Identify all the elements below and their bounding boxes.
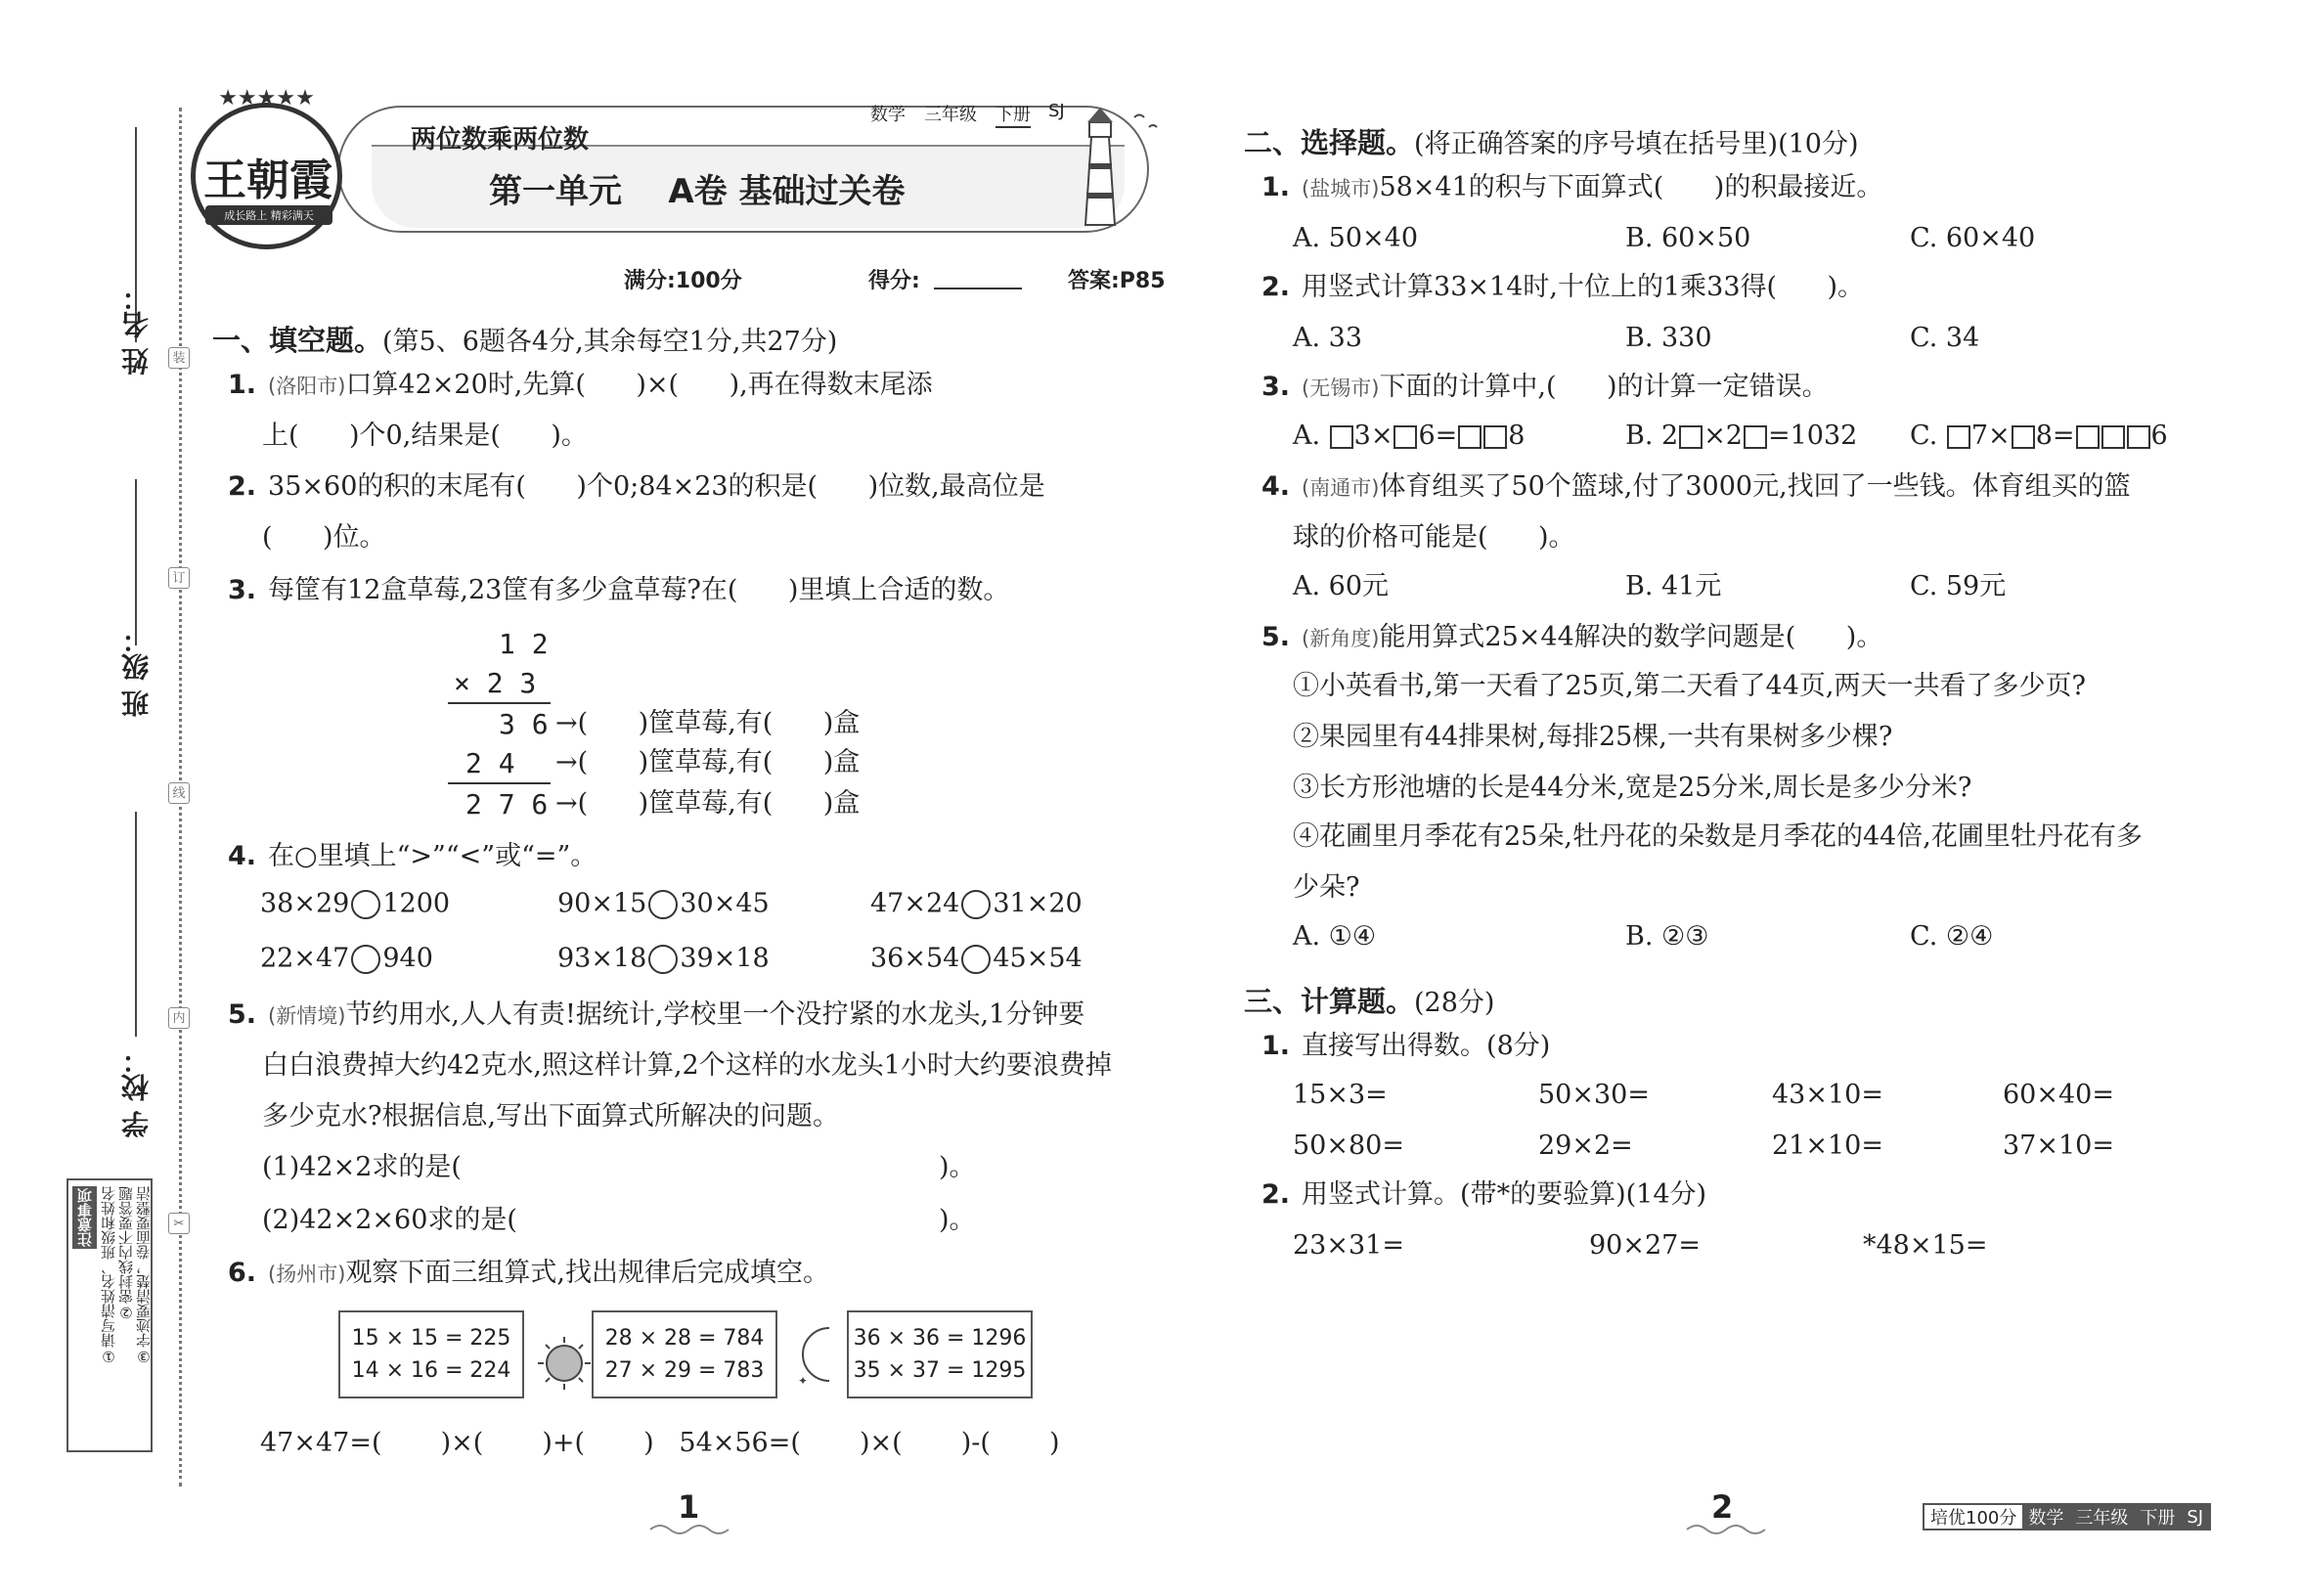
option-a[interactable] (1293, 422, 1525, 449)
logo-text: 王朝霞 (203, 155, 332, 205)
choice-question-2 (1261, 274, 1864, 300)
question-4 (228, 843, 597, 869)
score-label: 得分: (868, 269, 920, 293)
digit-box (2101, 425, 2125, 449)
question-source: (无锡市) (1302, 377, 1380, 400)
compare-left: 90×15 (557, 888, 647, 919)
formula-box (338, 1310, 524, 1398)
question-text: 用竖式计算33×14时,十位上的1乘33得( )。 (1302, 272, 1865, 302)
question-text: 下面的计算中,( )的计算一定错误。 (1379, 372, 1829, 402)
question-text: 上( )个0,结果是( )。 (262, 421, 588, 451)
option-text: =1032 (1768, 421, 1858, 451)
question-option: ①小英看书,第一天看了25页,第二天看了44页,两天一共看了多少页? (1293, 671, 2086, 701)
option-b[interactable]: B. ②③ (1625, 921, 1709, 952)
compare-left: 36×54 (870, 943, 960, 974)
section2-heading (1244, 121, 1859, 161)
option-c[interactable]: C. 34 (1910, 323, 1980, 353)
fill-blank-line: →( )筐草莓,有( )盒 (555, 788, 861, 819)
logo-slogan: 成长路上 精彩满天 (205, 205, 332, 225)
notice-item: ③字迹要清楚，卷面要整洁 (135, 1186, 153, 1365)
wave-ornament-icon (645, 1520, 733, 1539)
section-title: 一、填空题。 (212, 324, 383, 357)
option-text: 8 (1508, 421, 1526, 451)
compare-right: 39×18 (680, 943, 770, 974)
question-option: ③长方形池塘的长是44分米,宽是25分米,周长是多少分米? (1293, 773, 1972, 803)
section3-heading (1244, 980, 1494, 1020)
compare-item (260, 945, 433, 974)
option-text: 3× (1353, 421, 1393, 451)
question-number: 6. (228, 1258, 257, 1288)
calc-item: 50×80= (1293, 1130, 1404, 1161)
formula-box (592, 1310, 777, 1398)
choice-question-4 (1261, 473, 2131, 500)
option-text: 6 (2150, 421, 2168, 451)
question-number: 4. (1261, 471, 1291, 502)
question-text: 口算42×20时,先算( )×( ),再在得数末尾添 (345, 370, 933, 400)
choice-question-3 (1261, 374, 1829, 400)
question-option: 少朵? (1293, 872, 1360, 903)
compare-circle[interactable] (648, 890, 678, 919)
digit-box (1483, 425, 1507, 449)
question-text: 能用算式25×44解决的数学问题是( )。 (1379, 622, 1883, 652)
question-text: 白白浪费掉大约42克水,照这样计算,2个这样的水龙头1小时大约要浪费掉 (262, 1050, 1112, 1081)
question-option: ②果园里有44排果树,每排25棵,一共有果树多少棵? (1293, 722, 1893, 752)
question-source: (扬州市) (268, 1263, 346, 1286)
section-title: 三、计算题。 (1244, 985, 1415, 1018)
calc-item: 21×10= (1772, 1130, 1883, 1161)
section-note: (28分) (1414, 988, 1495, 1018)
option-text: 8= (2035, 421, 2075, 451)
grade-label: 三年级 (924, 105, 977, 125)
choice-question-5 (1261, 624, 1882, 650)
question-source: (新角度) (1302, 627, 1380, 650)
notice-item: ②密封线内不要答题 (117, 1186, 135, 1321)
svg-text:✦: ✦ (798, 1374, 809, 1388)
page-number-right: 2 (1711, 1488, 1734, 1526)
option-c[interactable]: C. ②④ (1910, 921, 1994, 952)
question-number: 1. (1261, 1031, 1291, 1061)
question-text: 多少克水?根据信息,写出下面算式所解决的问题。 (262, 1101, 840, 1131)
class-label: 班 级： (120, 626, 153, 718)
question-number: 5. (228, 999, 257, 1030)
vertical-row: 1 2 (499, 628, 549, 660)
vertical-rule (448, 782, 551, 784)
calc-item: 43×10= (1772, 1080, 1883, 1110)
compare-left: 38×29 (260, 888, 350, 919)
question-source: (盐城市) (1302, 177, 1380, 200)
question-number: 4. (228, 841, 257, 871)
sun-icon (536, 1335, 593, 1392)
question-source: (洛阳市) (268, 375, 346, 398)
question-number: 1. (228, 370, 257, 400)
topic-label: 两位数乘两位数 (411, 125, 590, 155)
compare-circle[interactable] (648, 945, 678, 974)
pattern-fill: 47×47=( )×( )+( ) 54×56=( )×( )-( ) (260, 1428, 1060, 1458)
cut-mark: 订 (168, 567, 190, 589)
question-source: (南通市) (1302, 476, 1380, 500)
lighthouse-icon (1066, 98, 1173, 235)
question-1 (228, 372, 933, 398)
digit-box (1744, 425, 1767, 449)
notice-item: ①请写清姓名、班级和姓名 (100, 1186, 117, 1365)
sub-question-end: )。 (939, 1152, 976, 1182)
compare-left: 22×47 (260, 943, 350, 974)
formula-line: 27 × 29 = 783 (604, 1358, 765, 1383)
badge-series: 培优100分 (1930, 1508, 2017, 1529)
question-text: 节约用水,人人有责!据统计,学校里一个没拧紧的水龙头,1分钟要 (345, 999, 1085, 1030)
badge-edition: SJ (2181, 1505, 2209, 1529)
calc-item: 90×27= (1589, 1230, 1701, 1261)
option-c[interactable]: C. 60×40 (1910, 223, 2036, 253)
option-c[interactable]: C. 59元 (1910, 571, 2007, 601)
vertical-row: 3 6 (499, 708, 549, 740)
question-text: 在○里填上“>”“<”或“=”。 (268, 841, 597, 871)
question-number: 2. (228, 471, 257, 502)
option-c[interactable] (1910, 422, 2168, 449)
badge-subject: 数学 (2022, 1505, 2069, 1529)
option-a[interactable]: A. 50×40 (1293, 223, 1418, 253)
fill-blank-line: →( )筐草莓,有( )盒 (555, 708, 861, 738)
class-underline (135, 479, 137, 645)
question-source: (新情境) (268, 1004, 346, 1028)
question-text: 用竖式计算。(带*的要验算)(14分) (1302, 1179, 1707, 1210)
option-text: ×2 (1703, 421, 1743, 451)
wave-ornament-icon (1682, 1520, 1770, 1539)
compare-circle[interactable] (351, 945, 380, 974)
calc-item: 37×10= (2003, 1130, 2114, 1161)
question-5 (228, 1001, 1084, 1028)
calc-item: 23×31= (1293, 1230, 1404, 1261)
option-text: 6= (1418, 421, 1458, 451)
term-label: 下册 (995, 101, 1031, 128)
compare-item (557, 945, 770, 974)
compare-circle[interactable] (351, 890, 380, 919)
question-number: 2. (1261, 1179, 1291, 1210)
option-text: C. (1910, 421, 1946, 451)
calc-item: 15×3= (1293, 1080, 1388, 1110)
compare-item (870, 945, 1083, 974)
question-option: ④花圃里月季花有25朵,牡丹花的朵数是月季花的44倍,花圃里牡丹花有多 (1293, 821, 2143, 852)
brand-logo (191, 86, 342, 249)
footer-badge (1923, 1503, 2211, 1530)
digit-box (2076, 425, 2100, 449)
digit-box (2127, 425, 2150, 449)
option-b[interactable] (1625, 422, 1857, 449)
digit-box (1458, 425, 1482, 449)
calc-item: *48×15= (1863, 1230, 1988, 1261)
compare-circle[interactable] (961, 890, 991, 919)
question-6 (228, 1260, 829, 1286)
formula-line: 15 × 15 = 225 (351, 1326, 511, 1351)
answer-ref: 答案:P85 (1068, 269, 1166, 293)
digit-box (2012, 425, 2035, 449)
calc-question-1 (1261, 1033, 1550, 1059)
option-text: B. 2 (1625, 421, 1679, 451)
full-score: 满分:100分 (624, 269, 742, 293)
question-number: 1. (1261, 172, 1291, 202)
question-text: 观察下面三组算式,找出规律后完成填空。 (345, 1258, 830, 1288)
compare-right: 940 (382, 943, 433, 974)
question-text: 每筐有12盒草莓,23筐有多少盒草莓?在( )里填上合适的数。 (268, 575, 1010, 605)
section-note: (将正确答案的序号填在括号里)(10分) (1414, 129, 1859, 159)
section1-heading (212, 319, 837, 359)
formula-box (847, 1310, 1033, 1398)
option-a[interactable]: A. ①④ (1293, 921, 1377, 952)
calc-item: 50×30= (1538, 1080, 1650, 1110)
option-b[interactable]: B. 60×50 (1625, 223, 1751, 253)
question-text: ( )位。 (262, 522, 386, 553)
compare-right: 45×54 (993, 943, 1083, 974)
digit-box (1947, 425, 1970, 449)
option-a[interactable]: A. 33 (1293, 323, 1363, 353)
question-number: 3. (1261, 372, 1291, 402)
question-2 (228, 473, 1045, 500)
vertical-row: 2 4 (465, 747, 515, 779)
compare-right: 30×45 (680, 888, 770, 919)
question-text: 58×41的积与下面算式( )的积最接近。 (1379, 172, 1883, 202)
digit-box (1393, 425, 1417, 449)
compare-item (260, 890, 450, 919)
school-label: 学 校： (120, 1046, 153, 1138)
question-number: 5. (1261, 622, 1291, 652)
notice-title: 注意事项 (72, 1186, 97, 1249)
page-number-left: 1 (678, 1488, 700, 1526)
cut-mark: 内 (168, 1007, 190, 1029)
digit-box (1330, 425, 1353, 449)
sub-question: (1)42×2求的是( (262, 1152, 462, 1182)
subject-label: 数学 (870, 105, 906, 125)
question-number: 3. (228, 575, 257, 605)
sub-question-end: )。 (939, 1205, 976, 1235)
question-3 (228, 577, 1009, 603)
moon-icon (792, 1320, 849, 1389)
name-label: 姓 名： (120, 284, 153, 376)
badge-term: 下册 (2134, 1505, 2181, 1529)
compare-right: 31×20 (993, 888, 1083, 919)
badge-grade: 三年级 (2069, 1505, 2134, 1529)
section-note: (第5、6题各4分,其余每空1分,共27分) (382, 327, 838, 357)
question-text: 直接写出得数。(8分) (1302, 1031, 1551, 1061)
calc-item: 29×2= (1538, 1130, 1633, 1161)
option-a[interactable]: A. 60元 (1293, 571, 1390, 601)
cut-mark: 装 (168, 347, 190, 369)
formula-line: 36 × 36 = 1296 (853, 1326, 1027, 1351)
edition-label: SJ (1048, 101, 1065, 121)
vertical-rule (448, 702, 551, 704)
choice-question-1 (1261, 174, 1882, 200)
sub-question: (2)42×2×60求的是( (262, 1205, 517, 1235)
question-text: 球的价格可能是( )。 (1293, 522, 1575, 553)
stars-icon: ★★★★★ (218, 86, 315, 111)
compare-left: 93×18 (557, 943, 647, 974)
option-b[interactable]: B. 330 (1625, 323, 1712, 353)
scissors-icon: ✂ (168, 1213, 190, 1234)
score-blank[interactable] (934, 288, 1022, 289)
calc-question-2 (1261, 1181, 1706, 1208)
fill-blank-line: →( )筐草莓,有( )盒 (555, 747, 861, 777)
question-number: 2. (1261, 272, 1291, 302)
option-text: 7× (1970, 421, 2011, 451)
question-text: 35×60的积的末尾有( )个0;84×23的积是( )位数,最高位是 (268, 471, 1045, 502)
option-text: A. (1293, 421, 1329, 451)
formula-line: 35 × 37 = 1295 (853, 1358, 1027, 1383)
compare-left: 47×24 (870, 888, 960, 919)
vertical-row: 2 7 6 (465, 788, 549, 820)
cut-mark: 线 (168, 782, 190, 804)
compare-item (870, 890, 1083, 919)
section-title: 二、选择题。 (1244, 126, 1415, 159)
digit-box (1679, 425, 1703, 449)
vertical-row: × 2 3 (454, 667, 537, 699)
formula-line: 14 × 16 = 224 (351, 1358, 511, 1383)
page-title: 第一单元 A卷 基础过关卷 (489, 172, 906, 211)
option-b[interactable]: B. 41元 (1625, 571, 1722, 601)
compare-right: 1200 (382, 888, 451, 919)
school-underline (135, 812, 137, 1037)
compare-circle[interactable] (961, 945, 991, 974)
formula-line: 28 × 28 = 784 (604, 1326, 765, 1351)
compare-item (557, 890, 770, 919)
calc-item: 60×40= (2003, 1080, 2114, 1110)
question-text: 体育组买了50个篮球,付了3000元,找回了一些钱。体育组买的篮 (1379, 471, 2131, 502)
notice-box (66, 1178, 153, 1452)
